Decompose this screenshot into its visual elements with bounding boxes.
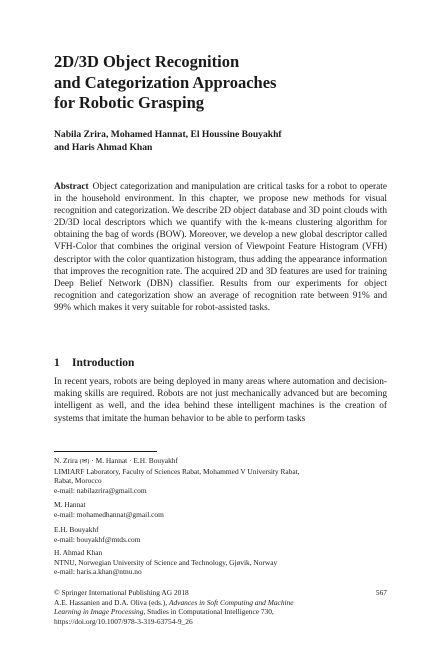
footnote-divider (54, 451, 157, 452)
section-number: 1 (54, 357, 60, 369)
citation-line-1 (54, 598, 387, 608)
doi-link[interactable]: https://doi.org/10.1007/978-3-319-63754-9_26 (54, 616, 193, 626)
abstract (54, 181, 387, 314)
affiliation-authors (54, 456, 387, 467)
citation-line-2 (54, 607, 387, 617)
email-link[interactable]: e-mail: haris.a.khan@ntnu.no (54, 567, 142, 577)
editors: A.E. Hassanien and D.A. Oliva (eds.), (54, 597, 168, 607)
affiliation-city: Rabat, Morocco (54, 476, 102, 486)
book-title: Learning in Image Processing (54, 607, 144, 617)
envelope-icon: (✉) (79, 458, 90, 465)
author-line: and Haris Ahmad Khan (54, 142, 153, 153)
affiliation-name: H. Ahmad Khan (54, 548, 103, 557)
affiliation-name: E.H. Bouyakhf (54, 525, 99, 534)
email-link[interactable]: e-mail: nabilazrira@gmail.com (54, 485, 147, 495)
coauthors: · M. Hannat · E.H. Bouyakhf (91, 456, 178, 465)
section-title: Introduction (72, 357, 135, 369)
title-line: for Robotic Grasping (54, 93, 205, 112)
chapter-title (54, 52, 387, 114)
title-line: 2D/3D Object Recognition (54, 52, 240, 71)
affiliation-block (54, 500, 387, 519)
affiliation-lab: LIMIARF Laboratory, Faculty of Sciences Rabat, Mohammed V University Rabat, (54, 466, 300, 476)
affiliation-org: NTNU, Norwegian University of Science and Technology, Gjøvik, Norway (54, 557, 278, 567)
book-title: Advances in Soft Computing and Machine (168, 597, 294, 607)
section-heading (54, 357, 387, 369)
email-link[interactable]: e-mail: mohamedhannat@gmail.com (54, 509, 164, 519)
abstract-text: Object categorization and manipulation are critical tasks for a robot to operate in the household environment. In this chapter, we propose new methods for visual recognition and categorization. We describe 2D object database and 3D point clouds with 2D/3D local descriptors which we quantify with the k-means clustering algorithm for obtaining the bag of words (BOW). Moreover, we develop a new global descriptor called VFH-Color that combines the original version of Viewpoint Feature Histogram (VFH) descriptor with the color quantization histogram, thus adding the appearance information that improves the recognition rate. The acquired 2D and 3D features are used for training Deep Belief Network (DBN) classifier. Results from our experiments for object recognition and categorization show an average of recognition rate between 91% and 99% which makes it very suitable for robot-assisted tasks. (54, 182, 387, 313)
affiliation-block (54, 548, 387, 577)
affiliation-block (54, 525, 387, 544)
email-link[interactable]: e-mail: bouyakhf@mtds.com (54, 534, 141, 544)
title-line: and Categorization Approaches (54, 72, 277, 92)
page-number: 567 (375, 588, 387, 597)
affiliation-block (54, 456, 387, 495)
copyright-line: © Springer International Publishing AG 2018 (54, 588, 189, 597)
author-list (54, 128, 387, 154)
corresponding-author: N. Zrira (54, 456, 78, 465)
introduction-paragraph: In recent years, robots are being deployed in many areas where automation and decision-making skills are required. Robots are not just mechanically advanced but are becoming intelligent as well, and the idea behind these intelligent machines is the creation of systems that imitate the human behavior to be able to perform tasks (54, 377, 387, 424)
publication-info (54, 588, 387, 626)
affiliation-name: M. Hannat (54, 500, 86, 509)
series-info: , Studies in Computational Intelligence 730, (143, 607, 274, 617)
abstract-label: Abstract (54, 182, 89, 192)
author-line: Nabila Zrira, Mohamed Hannat, El Houssine Bouyakhf (54, 129, 282, 140)
